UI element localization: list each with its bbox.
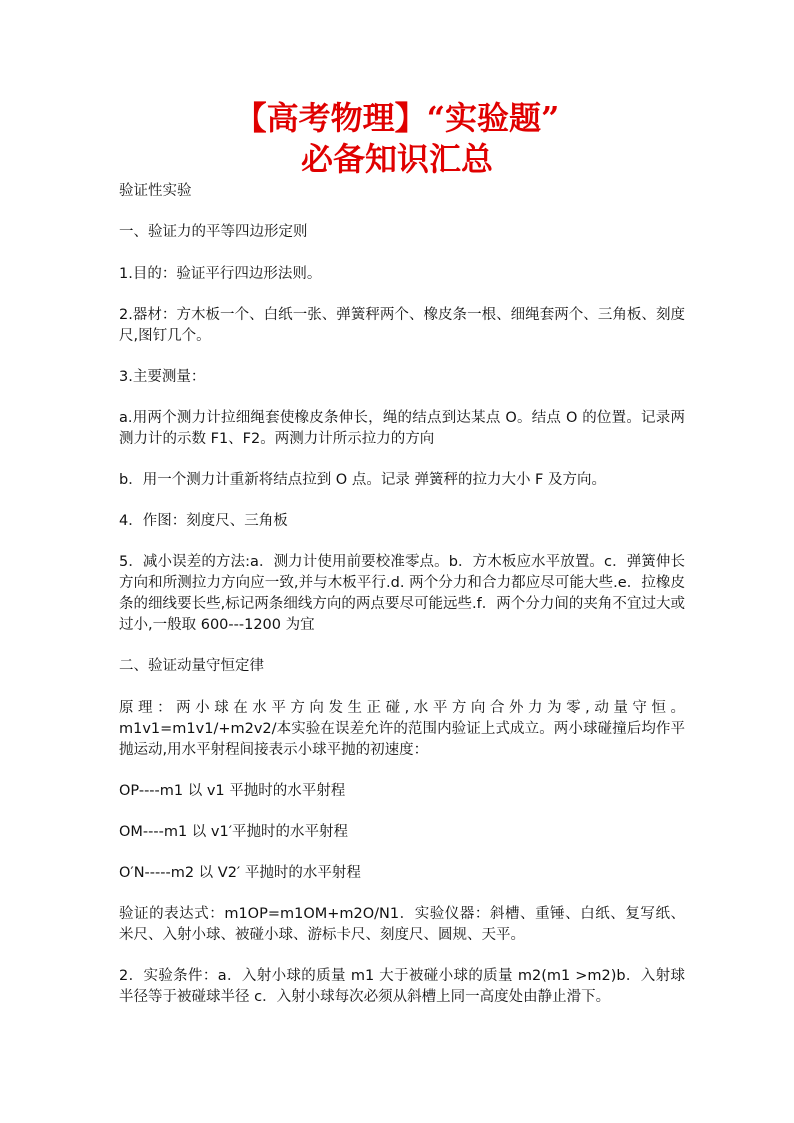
section-heading-2: 二、验证动量守恒定律 [119,658,264,674]
paragraph-error-reduction: 5．减小误差的方法:a．测力计使用前要校准零点。b．方木板应水平放置。c．弹簧伸长方向和所测拉力方向应一致,并与木板平行.d. 两个分力和合力都应尽可能大些.e．拉橡皮条的细线要长些,标记两条细线方向的两点要尽可能远些.f．两个分力间的夹角不宜过大或过小,一般取 600---1200 为宜 [119,554,685,633]
paragraph-measurement-b: b．用一个测力计重新将结点拉到 O 点。记录 弹簧秤的拉力大小 F 及方向。 [119,472,607,488]
paragraph-measurement-a: a.用两个测力计拉细绳套使橡皮条伸长，绳的结点到达某点 O。结点 O 的位置。记录两测力计的示数 F1、F2。两测力计所示拉力的方向 [119,410,685,447]
paragraph-purpose: 1.目的：验证平行四边形法则。 [119,266,322,282]
paragraph-principle: 原理：两小球在水平方向发生正碰,水平方向合外力为零,动量守恒。m1v1=m1v1/+m2v2/本实验在误差允许的范围内验证上式成立。两小球碰撞后均作平抛运动,用水平射程间接表示小球平抛的初速度： [119,700,685,758]
section-heading-1: 一、验证力的平等四边形定则 [119,224,308,240]
paragraph-om: OM----m1 以 v1′平抛时的水平射程 [119,824,349,840]
paragraph-on: O′N-----m2 以 V2′ 平抛时的水平射程 [119,865,361,881]
paragraph-category: 验证性实验 [119,183,192,199]
document-title-line-1: 【高考物理】“实验题” [234,99,560,137]
paragraph-expression: 验证的表达式：m1OP=m1OM+m2O/N1．实验仪器：斜槽、重锤、白纸、复写纸、米尺、入射小球、被碰小球、游标卡尺、刻度尺、圆规、天平。 [119,906,685,943]
paragraph-op: OP----m1 以 v1 平抛时的水平射程 [119,783,346,799]
paragraph-equipment: 2.器材：方木板一个、白纸一张、弹簧秤两个、橡皮条一根、细绳套两个、三角板、刻度尺,图钉几个。 [119,307,685,344]
paragraph-conditions: 2．实验条件：a．入射小球的质量 m1 大于被碰小球的质量 m2(m1 >m2)b．入射球半径等于被碰球半径 c．入射小球每次必须从斜槽上同一高度处由静止滑下。 [119,968,685,1005]
paragraph-measurement-heading: 3.主要测量： [119,369,206,385]
paragraph-drawing: 4．作图：刻度尺、三角板 [119,513,288,529]
document-body [119,181,685,1028]
document-title-line-2: 必备知识汇总 [300,140,493,178]
